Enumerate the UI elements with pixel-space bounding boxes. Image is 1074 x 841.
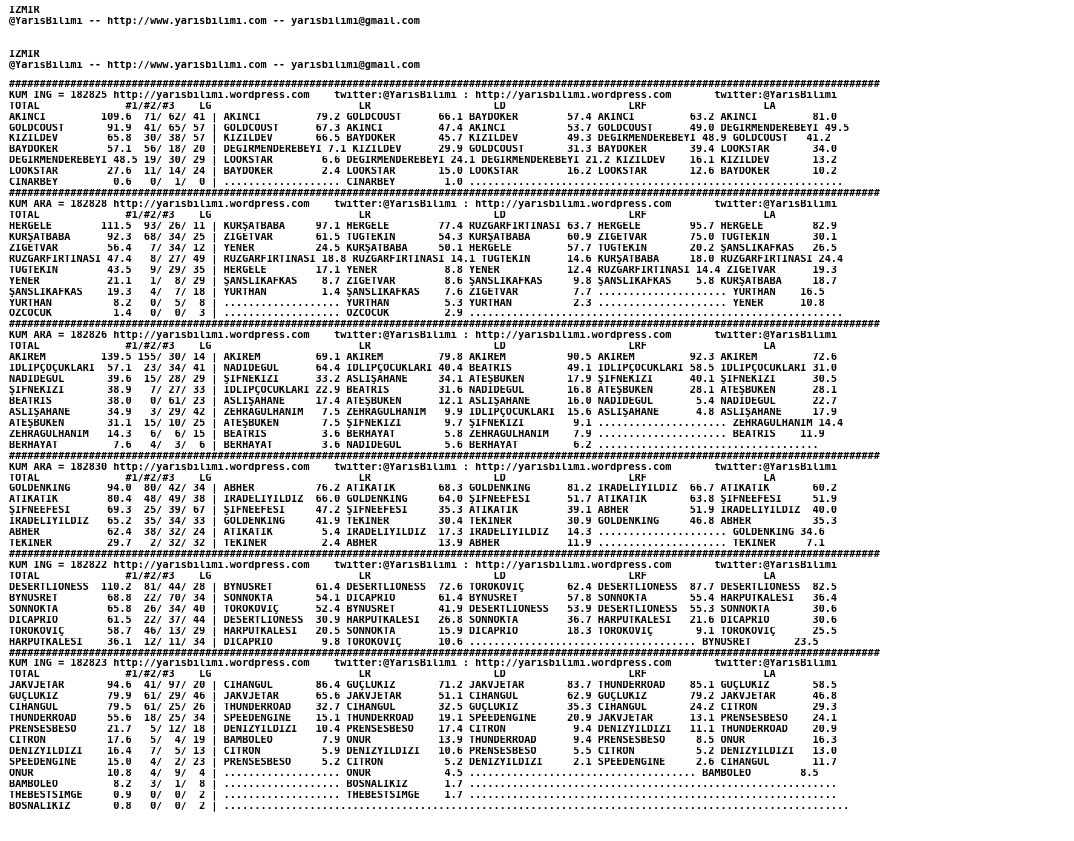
horse-row: HARPUTKALESİ 36.1 12/ 11/ 34 | DICAPRIO 9.8 TOROKOVİÇ 10.6 ..................................... BYNUSRET 23.5 (9, 637, 819, 648)
separator-line: ############################################################################################################################################## (9, 189, 880, 200)
horse-row: AKİREM 139.5 155/ 30/ 14 | AKİREM 69.1 AKİREM 79.8 AKİREM 90.5 AKİREM 92.3 AKİREM 72.6 (9, 353, 838, 364)
horse-row: SONNOKTA 65.8 26/ 34/ 40 | TOROKOVİÇ 52.4 BYNUSRET 41.9 DESERTLIONESS 53.9 DESERTLIONESS 55.3 SONNOKTA 30.6 (9, 604, 838, 615)
header-city: IZMIR (9, 49, 40, 60)
horse-row: KIZILDEV 65.8 30/ 38/ 57 | KIZILDEV 66.5 BAYDOKER 45.7 KIZILDEV 49.3 DEGİRMENDEREBEYİ 48.9 GOLDCOUST 41.2 (9, 134, 831, 145)
header-city: IZMIR (9, 6, 40, 16)
horse-row: ABHER 62.4 38/ 32/ 24 | ATİKATİK 5.4 İRADELİYILDIZ 17.3 İRADELİYILDIZ 14.3 ..................... GOLDENKING 34.6 (9, 528, 825, 539)
separator-line: ############################################################################################################################################## (9, 320, 880, 331)
header-contact: @YarisBilimi -- http://www.yarisbilimi.com -- yarisbilimi@gmail.com (9, 60, 420, 71)
horse-row: TOROKOVİÇ 58.7 46/ 13/ 29 | HARPUTKALESİ 20.5 SONNOKTA 15.9 DICAPRIO 18.3 TOROKOVİÇ 9.1 TOROKOVİÇ 25.5 (9, 626, 838, 637)
separator-line: ############################################################################################################################################## (9, 648, 880, 659)
horse-row: TEKİNER 29.7 2/ 32/ 32 | TEKİNER 2.4 ABHER 13.9 ABHER 11.9 ..................... TEKİNER 7.1 (9, 539, 825, 550)
horse-row: BERHAYAT 7.6 4/ 3/ 6 | BERHAYAT 3.6 NADİDEGÜL 5.6 BERHAYAT 6.2 .................................... (9, 440, 819, 451)
race-title: KUM ARA = 182828 http://yarisbilimi.wordpress.com twitter:@YarisBilimi : http://yarisbilimi.wordpress.com twitter:@YarisBilimi (9, 200, 838, 211)
horse-row: KURŞATBABA 92.3 68/ 34/ 25 | ZİGETVAR 61.5 TUGTEKIN 54.3 KURŞATBABA 60.9 ZİGETVAR 75.0 TUGTEKIN 30.1 (9, 232, 838, 243)
horse-row: GOLDENKING 94.0 80/ 42/ 34 | ABHER 76.2 ATİKATİK 68.3 GOLDENKING 81.2 İRADELİYILDIZ 66.7 ATİKATİK 60.2 (9, 484, 838, 495)
horse-row: ŞİFNEKİZİ 38.9 7/ 27/ 33 | İDLİPÇOCUKLARI 22.9 BEATRİS 31.6 NADİDEGÜL 16.8 ATEŞBÜKEN 28.1 ATEŞBÜKEN 28.1 (9, 386, 838, 396)
separator-line: ############################################################################################################################################## (9, 451, 880, 462)
race-title: KUM ING = 182825 http://yarisbilimi.wordpress.com twitter:@YarisBilimi : http://yarisbilimi.wordpress.com twitter:@YarisBilimi (9, 90, 838, 101)
column-headers: TOTAL #1/#2/#3 LG LR LD LRF LA (9, 571, 776, 582)
horse-row: TUGTEKIN 43.5 9/ 29/ 35 | HERGELE 17.1 YENER 8.8 YENER 12.4 RUZGARFIRTINASI 14.4 ZİGETVAR 19.3 (9, 265, 838, 276)
horse-row: BAYDOKER 57.1 56/ 18/ 20 | DEGİRMENDEREBEYİ 7.1 KIZILDEV 29.9 GOLDCOUST 31.3 BAYDOKER 39.4 LOOKSTAR 34.0 (9, 145, 838, 156)
race-title: KUM ARA = 182830 http://yarisbilimi.wordpress.com twitter:@YarisBilimi : http://yarisbilimi.wordpress.com twitter:@YarisBilimi (9, 462, 838, 473)
column-headers: TOTAL #1/#2/#3 LG LR LD LRF LA (9, 342, 776, 353)
horse-row: İRADELİYILDIZ 65.2 35/ 34/ 33 | GOLDENKING 41.9 TEKİNER 30.4 TEKİNER 30.9 GOLDENKING 46.8 ABHER 35.3 (9, 517, 838, 528)
horse-row: HERGELE 111.5 93/ 26/ 11 | KURŞATBABA 97.1 HERGELE 77.4 RUZGARFIRTINASI 63.7 HERGELE 95.7 HERGELE 82.9 (9, 221, 838, 232)
horse-row: CİTRON 17.6 5/ 4/ 19 | BAMBOLEO 7.9 ONUR 13.9 THUNDERROAD 9.4 PRENSESBESO 8.5 ONUR 16.3 (9, 736, 838, 746)
race-sections (9, 80, 1074, 813)
race-section (9, 320, 1074, 451)
horse-row: BYNUSRET 68.8 22/ 70/ 34 | SONNOKTA 54.1 DICAPRIO 61.4 BYNUSRET 57.8 SONNOKTA 55.4 HARPUTKALESİ 36.4 (9, 593, 838, 604)
horse-row: LOOKSTAR 27.6 11/ 14/ 24 | BAYDOKER 2.4 LOOKSTAR 15.0 LOOKSTAR 16.2 LOOKSTAR 12.6 BAYDOKER 10.2 (9, 167, 838, 178)
horse-row: SPEEDENGINE 15.0 4/ 2/ 23 | PRENSESBESO 5.2 CİTRON 5.2 DENİZYILDIZI 2.1 SPEEDENGINE 2.6 CİHANGÜL 11.7 (9, 757, 838, 768)
horse-row: NADİDEGÜL 39.6 15/ 28/ 29 | ŞİFNEKİZİ 33.2 ASLIŞAHANE 34.1 ATEŞBÜKEN 17.9 ŞİFNEKİZİ 40.1 ŞİFNEKİZİ 30.5 (9, 375, 838, 386)
race-title: KUM ING = 182823 http://yarisbilimi.wordpress.com twitter:@YarisBilimi : http://yarisbilimi.wordpress.com twitter:@YarisBilimi (9, 659, 838, 670)
separator-line: ############################################################################################################################################## (9, 79, 880, 90)
race-section (9, 649, 1074, 813)
horse-row: AKINCI 109.6 71/ 62/ 41 | AKINCI 79.2 GOLDCOUST 66.1 BAYDÖKER 57.4 AKINCI 63.2 AKINCI 81.0 (9, 112, 838, 123)
horse-row: PRENSESBESO 21.7 5/ 12/ 18 | DENİZYILDIZI 10.4 PRENSESBESO 17.4 CİTRON 9.4 DENİZYILDIZI 11.1 THUNDERROAD 20.9 (9, 725, 838, 736)
horse-row: ZEHRAGULHANIM 14.3 6/ 6/ 15 | BEATRİS 3.6 BERHAYAT 5.8 ZEHRAGULHANIM 7.9 ..................... BEATRİS 11.9 (9, 429, 825, 440)
horse-row: DEGİRMENDEREBEYİ 48.5 19/ 30/ 29 | LOOKSTAR 6.6 DEGİRMENDEREBEYİ 24.1 DEGİRMENDEREBEYİ 21.2 KIZILDEV 16.1 KIZILDEV 13.2 (9, 156, 838, 167)
race-title: KUM ING = 182822 http://yarisbilimi.wordpress.com twitter:@YarisBilimi : http://yarisbilimi.wordpress.com twitter:@YarisBilimi (9, 561, 838, 571)
horse-row: DESERTLIONESS 110.2 81/ 44/ 28 | BYNUSRET 61.4 DESERTLIONESS 72.6 TOROKOVİÇ 62.4 DESERTLIONESS 87.7 DESERTLIONESS 82.5 (9, 582, 838, 593)
horse-row: BAMBOLEO 8.2 3/ 1/ 8 | ................... BOSNALIKIZ 1.7 ............................................................ (9, 779, 838, 790)
race-title: KUM ARA = 182826 http://yarisbilimi.wordpress.com twitter:@YarisBilimi : http://yarisbilimi.wordpress.com twitter:@YarisBilimi (9, 331, 838, 342)
horse-row: THEBESTSIMGE 0.9 0/ 0/ 2 | ................... THEBESTSIMGE 1.7 ............................................................ (9, 790, 838, 801)
spacer (9, 28, 1074, 50)
column-headers: TOTAL #1/#2/#3 LG LR LD LRF LA (9, 670, 776, 681)
horse-row: GUÇLÜKIZ 79.9 61/ 29/ 46 | JAKVJETAR 65.6 JAKVJETAR 51.1 CİHANGÜL 62.9 GUÇLÜKIZ 79.2 JAKVJETAR 46.8 (9, 692, 838, 703)
horse-row: ŞİFNEEFESİ 69.3 25/ 39/ 67 | ŞİFNEEFESİ 47.2 ŞİFNEEFESİ 35.3 ATİKATİK 39.1 ABHER 51.9 İRADELİYILDIZ 40.0 (9, 506, 838, 517)
horse-row: ŞANSLIKAFKAS 19.3 4/ 7/ 18 | YURTHAN 1.4 ŞANSLIKAFKAS 7.6 ZİGETVAR 7.7 ..................... YURTHAN 16.5 (9, 287, 825, 298)
race-section (9, 189, 1074, 320)
column-headers: TOTAL #1/#2/#3 LG LR LD LRF LA (9, 211, 776, 221)
header-contact: @YarisBilimi -- http://www.yarisbilimi.com -- yarisbilimi@gmail.com (9, 16, 420, 27)
horse-row: RUZGARFIRTINASI 47.4 8/ 27/ 49 | RUZGARFIRTINASI 18.8 RUZGARFIRTINASI 14.1 TUGTEKIN 14.6 KURŞATBABA 18.0 RUZGARFIRTINASI 24.4 (9, 254, 844, 265)
horse-row: CINARBEY 0.6 0/ 1/ 0 | ................... CINARBEY 1.0 ............................................................. (9, 178, 844, 189)
horse-row: ATEŞBÜKEN 31.1 15/ 10/ 25 | ATEŞBÜKEN 7.5 ŞİFNEKİZİ 9.7 ŞİFNEKİZİ 9.1 ..................... ZEHRAGULHANIM 14.4 (9, 418, 844, 429)
horse-row: DICAPRIO 61.5 22/ 37/ 44 | DESERTLIONESS 30.9 HARPUTKALESİ 26.8 SONNOKTA 36.7 HARPUTKALESİ 21.6 DICAPRIO 30.6 (9, 615, 838, 626)
horse-row: CİHANGÜL 79.5 61/ 25/ 26 | THUNDERROAD 32.7 CİHANGÜL 32.5 GUÇLÜKIZ 35.3 CİHANGÜL 24.2 CİTRON 29.3 (9, 703, 838, 714)
horse-row: BOSNALIKIZ 0.8 0/ 0/ 2 | ...................................................................................................... (9, 801, 850, 812)
separator-line: ############################################################################################################################################## (9, 550, 880, 561)
horse-row: JAKVJETAR 94.6 41/ 97/ 20 | CİHANGÜL 86.4 GUÇLÜKIZ 71.2 JAKVJETAR 83.7 THUNDERROAD 85.1 GUÇLÜKIZ 58.5 (9, 681, 838, 692)
horse-row: GOLDCOUST 91.9 41/ 65/ 57 | GOLDCOUST 67.3 AKINCI 47.4 AKINCI 53.7 GOLDCOUST 49.0 DEGİRMENDEREBEYİ 49.5 (9, 123, 850, 134)
horse-row: İDLİPÇOÇUKLARI 57.1 23/ 34/ 41 | NADİDEGÜL 64.4 İDLİPÇOCUKLARI 40.4 BEATRİS 49.1 İDLİPÇOCUKLARI 58.5 İDLİPÇOCUKLARI 31.0 (9, 364, 838, 375)
horse-row: ONUR 10.8 4/ 9/ 4 | ................... ONUR 4.5 ..................................... BAMBOLEO 8.5 (9, 768, 819, 779)
horse-row: BEATRİS 38.0 0/ 61/ 23 | ASLIŞAHANE 17.4 ATEŞBÜKEN 12.1 ASLIŞAHANE 16.0 NADİDEGÜL 5.4 NADİDEGÜL 22.7 (9, 396, 838, 407)
column-headers: TOTAL #1/#2/#3 LG LR LD LRF LA (9, 101, 776, 112)
horse-row: ÖZCOCUK 1.4 0/ 0/ 3 | ................... ÖZCOCUK 2.9 ............................................................. (9, 309, 844, 320)
horse-row: YENER 21.1 1/ 8/ 29 | ŞANSLIKAFKAS 8.7 ZİGETVAR 8.6 ŞANSLIKAFKAS 9.8 ŞANSLIKAFKAS 5.8 KURŞATBABA 18.7 (9, 276, 838, 287)
horse-row: ATİKATİK 80.4 48/ 49/ 38 | İRADELİYILDIZ 66.0 GOLDENKING 64.0 ŞİFNEEFESİ 51.7 ATİKATİK 63.8 ŞİFNEEFESİ 51.9 (9, 495, 838, 506)
race-section (9, 550, 1074, 648)
horse-row: DENİZYILDIZI 16.4 7/ 5/ 13 | CİTRON 5.9 DENİZYILDIZI 10.6 PRENSESBESO 5.5 CİTRON 5.2 DENİZYILDIZI 13.0 (9, 746, 838, 757)
horse-row: YURTHAN 8.2 0/ 5/ 8 | ................... YURTHAN 5.3 YURTHAN 2.3 ..................... YENER 10.8 (9, 298, 825, 309)
race-section (9, 80, 1074, 189)
horse-row: THUNDERROAD 55.6 18/ 25/ 34 | SPEEDENGINE 15.1 THUNDERROAD 19.1 SPEEDENGINE 20.9 JAKVJETAR 13.1 PRENSESBESO 24.1 (9, 714, 838, 725)
race-section (9, 452, 1074, 550)
horse-row: ZİGETVAR 56.4 7/ 34/ 12 | YENER 24.5 KURŞATBABA 50.1 HERGELE 57.7 TUGTEKIN 20.2 ŞANSLIKAFKAS 26.5 (9, 243, 838, 254)
column-headers: TOTAL #1/#2/#3 LG LR LD LRF LA (9, 473, 776, 484)
horse-row: ASLIŞAHANE 34.9 3/ 29/ 42 | ZEHRAGULHANIM 7.5 ZEHRAGULHANIM 9.9 İDLİPÇOCUKLARI 15.6 ASLIŞAHANE 4.8 ASLIŞAHANE 17.9 (9, 407, 838, 418)
